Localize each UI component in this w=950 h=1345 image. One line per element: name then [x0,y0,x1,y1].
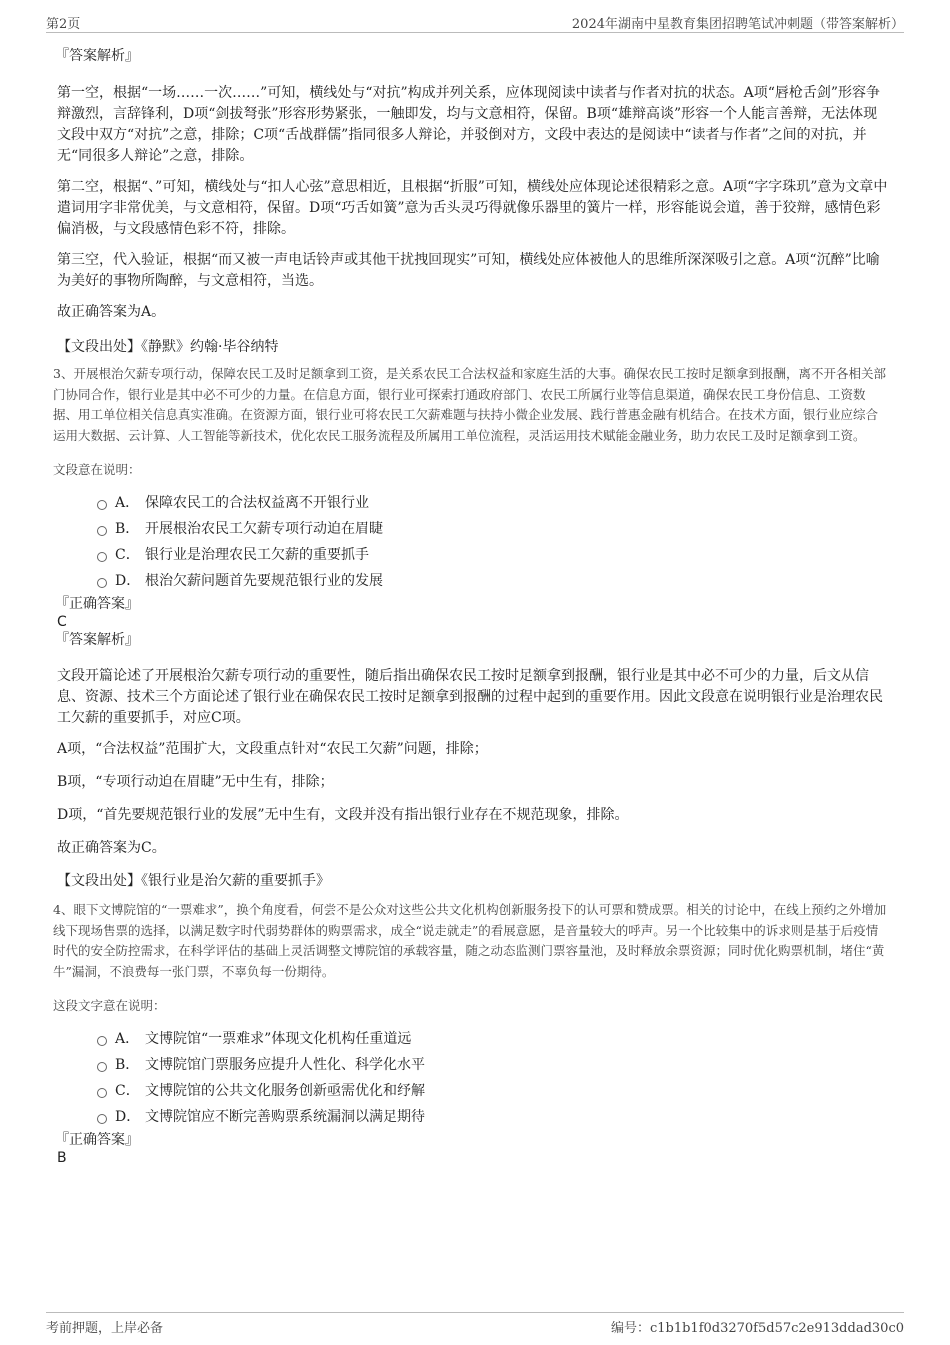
option-c[interactable]: C． 银行业是治理农民工欠薪的重要抓手 [57,542,888,568]
option-a[interactable]: A． 文博院馆“一票难求”体现文化机构任重道远 [57,1026,888,1052]
document-title: 2024年湖南中星教育集团招聘笔试冲刺题（带答案解析） [571,17,904,32]
document-body [53,44,888,1166]
analysis-paragraph: 第一空，根据“一场……一次……”可知，横线处与“对抗”构成并列关系，应体现阅读中读者与作者对抗的状态。A项“唇枪舌剑”形容争辩激烈，言辞锋利，D项“剑拔弩张”形容形势紧张，一触即发，均与文意相符，保留。B项“雄辩高谈”形容一个人能言善辩，无法体现文段中双方“对抗”之意，排除；C项“舌战群儒”指同很多人辩论，并驳倒对方，文段中表达的是阅读中“读者与作者”之间的对抗，并无“同很多人辩论”之意，排除。 [57,85,881,164]
answer-value: B [57,1150,67,1166]
analysis-paragraph: 文段开篇论述了开展根治欠薪专项行动的重要性，随后指出确保农民工按时足额拿到报酬，银行业是其中必不可少的力量，后文从信息、资源、技术三个方面论述了银行业在确保农民工按时足额拿到报酬的过程中起到的重要作用。因此文段意在说明银行业是治理农民工欠薪的重要抓手，对应C项。 [57,668,883,726]
answer-label: 『正确答案』 [55,596,139,612]
analysis-paragraph: 第二空，根据“、”可知，横线处与“扣人心弦”意思相近，且根据“折服”可知，横线处应体现论述很精彩之意。A项“字字珠玑”意为文章中遣词用字非常优美，与文意相符，保留。D项“巧舌如簧”意为舌头灵巧得就像乐器里的簧片一样，形容能说会道，善于狡辩，感情色彩偏消极，与文段感情色彩不符，排除。 [57,179,888,237]
question-prompt: 这段文字意在说明： [53,998,166,1013]
analysis-label: 『答案解析』 [55,48,139,64]
radio-icon[interactable] [97,578,107,588]
analysis-note: A项，“合法权益”范围扩大，文段重点针对“农民工欠薪”问题，排除； [57,741,488,757]
radio-icon[interactable] [97,1114,107,1124]
document-id: 编号：c1b1b1f0d3270f5d57c2e913ddad30c0 [610,1321,904,1336]
option-c[interactable]: C． 文博院馆的公共文化服务创新亟需优化和纾解 [57,1078,888,1104]
source-citation: 【文段出处】《静默》约翰·毕谷纳特 [57,339,279,355]
options-list [57,1026,888,1130]
radio-icon[interactable] [97,500,107,510]
radio-icon[interactable] [97,1062,107,1072]
question-prompt: 文段意在说明： [53,462,141,477]
options-list [57,490,888,594]
conclusion: 故正确答案为A。 [57,304,166,320]
radio-icon[interactable] [97,526,107,536]
radio-icon[interactable] [97,552,107,562]
radio-icon[interactable] [97,1088,107,1098]
page-header [46,10,904,33]
analysis-paragraph: 第三空，代入验证，根据“而又被一声电话铃声或其他干扰拽回现实”可知，横线处应体被他人的思维所深深吸引之意。A项“沉醉”比喻为美好的事物所陶醉，与文意相符，当选。 [57,252,880,289]
page-footer [46,1312,904,1337]
question-text: 4、眼下文博院馆的“一票难求”，换个角度看，何尝不是公众对这些公共文化机构创新服务投下的认可票和赞成票。相关的讨论中，在线上预约之外增加线下现场售票的选择，以满足数字时代弱势群体的购票需求，成全“说走就走”的看展意愿，是音量较大的呼声。另一个比较集中的诉求则是基于后疫情时代的安全防控需求，在科学评估的基础上灵活调整文博院馆的承载容量，随之动态监测门票容量池，及时释放余票资源；同时优化购票机制，堵住“黄牛”漏洞，不浪费每一张门票，不辜负每一份期待。 [53,902,887,979]
analysis-note: D项，“首先要规范银行业的发展”无中生有，文段并没有指出银行业存在不规范现象，排除。 [57,807,629,823]
conclusion: 故正确答案为C。 [57,840,166,856]
analysis-note: B项，“专项行动迫在眉睫”无中生有，排除； [57,774,334,790]
page-number: 第2页 [46,17,81,32]
question-text: 3、开展根治欠薪专项行动，保障农民工及时足额拿到工资，是关系农民工合法权益和家庭生活的大事。确保农民工按时足额拿到报酬，离不开各相关部门协同合作，银行业是其中必不可少的力量。在信息方面，银行业可探索打通政府部门、农民工所属行业等信息渠道，确保农民工身份信息、工资数据、用工单位相关信息真实准确。在资源方面，银行业可将农民工欠薪难题与扶持小微企业发展、践行普惠金融有机结合。在技术方面，银行业应综合运用大数据、云计算、人工智能等新技术，优化农民工服务流程及所属用工单位流程，灵活运用技术赋能金融业务，助力农民工及时足额拿到工资。 [53,366,886,443]
radio-icon[interactable] [97,1036,107,1046]
answer-value: C [57,614,67,630]
answer-label: 『正确答案』 [55,1132,139,1148]
footer-slogan: 考前押题，上岸必备 [46,1321,164,1336]
source-citation: 【文段出处】《银行业是治欠薪的重要抓手》 [57,873,330,889]
option-b[interactable]: B． 文博院馆门票服务应提升人性化、科学化水平 [57,1052,888,1078]
analysis-label: 『答案解析』 [55,632,139,648]
option-d[interactable]: D． 文博院馆应不断完善购票系统漏洞以满足期待 [57,1104,888,1130]
option-d[interactable]: D． 根治欠薪问题首先要规范银行业的发展 [57,568,888,594]
option-b[interactable]: B． 开展根治农民工欠薪专项行动迫在眉睫 [57,516,888,542]
option-a[interactable]: A． 保障农民工的合法权益离不开银行业 [57,490,888,516]
